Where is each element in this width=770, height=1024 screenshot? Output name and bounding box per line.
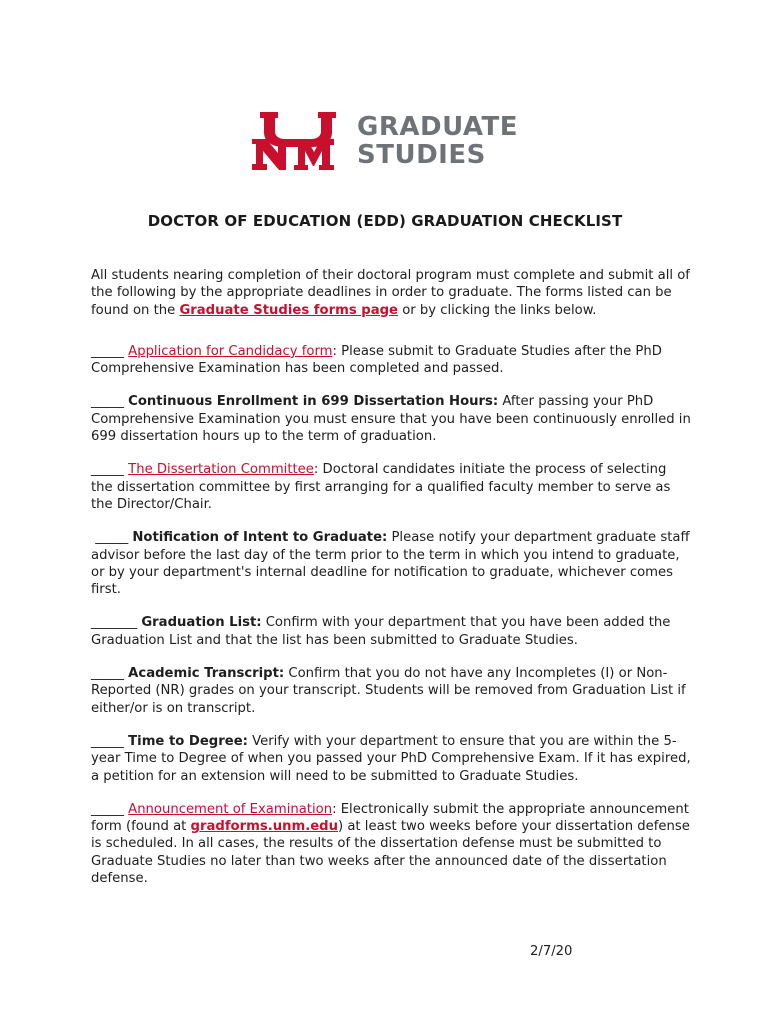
checklist-text: : Doctoral candidates initiate the process of selecting the dissertation committee by first arranging for a qualified faculty member to serve as the Director/Chair. xyxy=(91,462,671,512)
checklist-label: Academic Transcript: xyxy=(128,666,285,682)
checklist-text: : Please submit to Graduate Studies after the PhD Comprehensive Examination has been completed and passed. xyxy=(91,343,662,377)
logo-line2: STUDIES xyxy=(357,140,486,170)
intro-text-before: All students nearing completion of their doctoral program must complete and submit all of the following by the appropriate deadlines in order to graduate. The forms listed can be found on the xyxy=(91,268,690,318)
checklist-text: Confirm that you do not have any Incompletes (I) or Non-Reported (NR) grades on your transcript. Students will be removed from Graduation List if either/or is on transcript. xyxy=(91,666,686,716)
page-title: DOCTOR OF EDUCATION (EDD) GRADUATION CHECKLIST xyxy=(147,212,623,230)
announcement-of-examination-link[interactable]: Announcement of Examination xyxy=(128,801,333,817)
logo-line1: GRADUATE xyxy=(357,112,518,142)
checklist-item-announcement xyxy=(91,801,691,887)
application-for-candidacy-link[interactable]: Application for Candidacy form xyxy=(128,343,333,359)
checklist-text: ) at least two weeks before your dissertation defense is scheduled. In all cases, the results of the dissertation defense must be submitted to Graduate Studies no later than two weeks after the announced date of the dissertation defense. xyxy=(91,819,690,887)
checklist-blank: _______ xyxy=(91,615,142,631)
checklist-blank: _____ xyxy=(91,733,129,749)
checklist-label: Notification of Intent to Graduate: xyxy=(132,530,388,546)
gradforms-link[interactable]: gradforms.unm.edu xyxy=(190,819,339,835)
checklist-text: : Electronically submit the appropriate announcement form (found at xyxy=(91,801,689,835)
checklist-blank: _____ xyxy=(91,530,133,546)
checklist-item-academic-transcript xyxy=(91,665,691,717)
checklist-text: Confirm with your department that you have been added the Graduation List and that the list has been submitted to Graduate Studies. xyxy=(91,615,671,648)
intro-text-after: or by clicking the links below. xyxy=(398,302,597,318)
document-body xyxy=(91,267,691,903)
checklist-item-candidacy xyxy=(91,343,691,378)
checklist-label: Time to Degree: xyxy=(128,733,248,749)
checklist-label: Continuous Enrollment in 699 Dissertation Hours: xyxy=(128,394,499,410)
checklist-blank: _____ xyxy=(91,343,129,359)
checklist-item-intent-to-graduate xyxy=(91,529,691,598)
document-date: 2/7/20 xyxy=(530,944,573,959)
checklist-item-time-to-degree xyxy=(91,733,691,785)
graduate-studies-forms-link[interactable]: Graduate Studies forms page xyxy=(179,302,398,318)
intro-paragraph xyxy=(91,267,691,319)
dissertation-committee-link[interactable]: The Dissertation Committee xyxy=(128,462,314,478)
checklist-label: Graduation List: xyxy=(141,615,262,631)
checklist-blank: _____ xyxy=(91,801,129,817)
checklist-text: After passing your PhD Comprehensive Examination you must ensure that you have been continuously enrolled in 699 dissertation hours up to the term of graduation. xyxy=(91,394,691,445)
checklist-item-graduation-list xyxy=(91,614,691,649)
checklist-blank: _____ xyxy=(91,666,129,682)
unm-graduate-studies-logo xyxy=(250,110,530,170)
checklist-item-continuous-enrollment xyxy=(91,393,691,445)
unm-emblem-icon xyxy=(250,110,346,170)
checklist-item-dissertation-committee xyxy=(91,461,691,513)
checklist-text: Verify with your department to ensure that you are within the 5-year Time to Degree of when you passed your PhD Comprehensive Exam. If it has expired, a petition for an extension will need to be submitted to Graduate Studies. xyxy=(91,733,691,784)
logo-text xyxy=(357,113,518,169)
checklist-blank: _____ xyxy=(91,462,129,478)
checklist-text: Please notify your department graduate staff advisor before the last day of the term prior to the term in which you intend to graduate, or by your department's internal deadline for notification to graduate, whichever comes first. xyxy=(91,530,690,598)
checklist-blank: _____ xyxy=(91,394,129,410)
